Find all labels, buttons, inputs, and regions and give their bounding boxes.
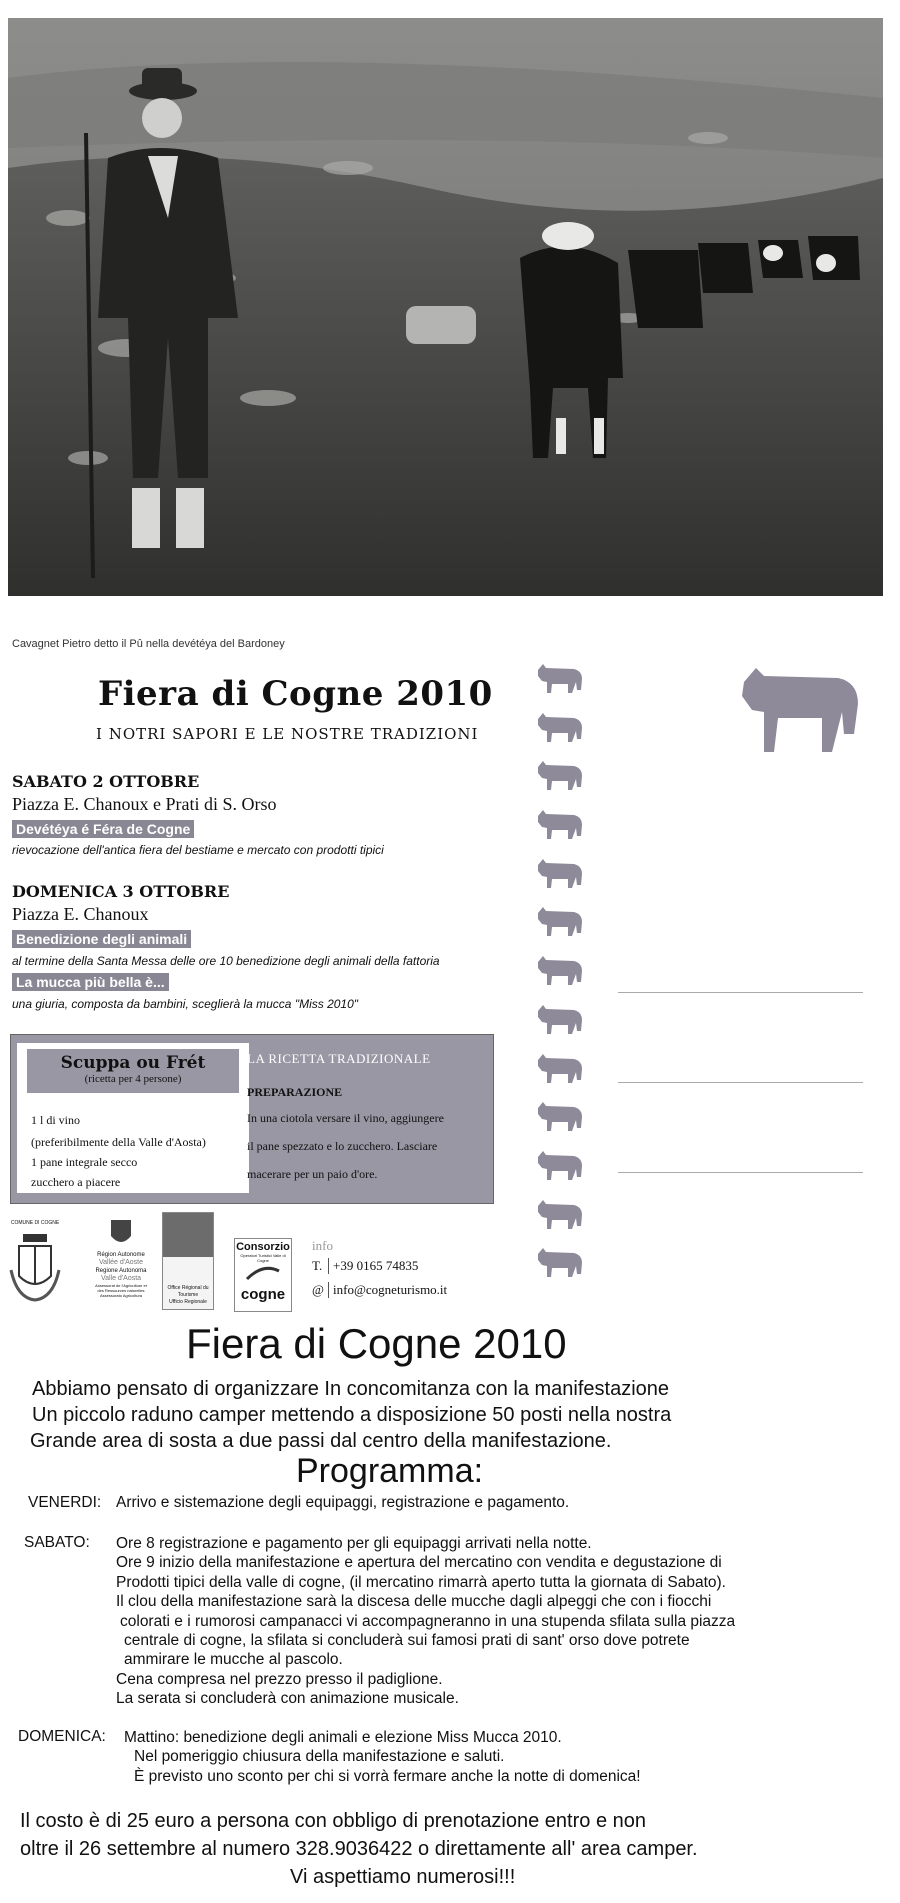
saturday-day: SABATO 2 OTTOBRE [12, 772, 200, 791]
coat-of-arms-icon [7, 1226, 63, 1308]
saturday-description: rievocazione dell'antica fiera del bestiame e mercato con prodotti tipici [12, 843, 384, 857]
prep-heading: PREPARAZIONE [247, 1085, 343, 1099]
cow-icon [536, 1196, 588, 1245]
saturday-place: Piazza E. Chanoux e Prati di S. Orso [12, 794, 277, 814]
cow-icon [536, 709, 588, 758]
venerdi-text: Arrivo e sistemazione degli equipaggi, registrazione e pagamento. [116, 1494, 570, 1511]
domenica-lines [124, 1728, 641, 1786]
flyer-title: Fiera di Cogne 2010 [186, 1320, 567, 1367]
cost-line: oltre il 26 settembre al numero 328.9036422 o direttamente all' area camper. [20, 1838, 698, 1860]
cost-line: Il costo è di 25 euro a persona con obbligo di prenotazione entro e non [20, 1810, 646, 1832]
recipe-servings: (ricetta per 4 persone) [84, 1073, 182, 1085]
ingredient-item: (preferibilmente della Valle d'Aosta) [31, 1135, 206, 1149]
prep-line: il pane spezzato e lo zucchero. Lasciare [247, 1139, 438, 1153]
sabato-line: Il clou della manifestazione sarà la discesa delle mucche dagli alpeggi che con i fiocchi [116, 1593, 712, 1611]
sabato-line: centrale di cogne, la sfilata si concluderà sui famosi prati di sant' orso dove potrete [124, 1632, 690, 1650]
office-text-2: Ufficio Regionale [169, 1299, 207, 1305]
venerdi-label: VENERDI: [28, 1494, 102, 1511]
sabato-line: La serata si concluderà con animazione musicale. [116, 1690, 459, 1708]
recipe-heading: LA RICETTA TRADIZIONALE [247, 1051, 431, 1066]
prep-line: macerare per un paio d'ore. [247, 1167, 378, 1181]
programma-heading: Programma: [296, 1452, 484, 1490]
email-address: info@cogneturismo.it [328, 1282, 447, 1298]
office-text-1: Office Régional du Tourisme [167, 1285, 209, 1298]
sunday-description1: al termine della Santa Messa delle ore 10 benedizione degli animali della fattoria [12, 954, 440, 968]
sabato-line: Cena compresa nel prezzo presso il padiglione. [116, 1670, 443, 1688]
recipe-header [27, 1049, 239, 1093]
sabato-label: SABATO: [24, 1534, 90, 1551]
mountain-swoosh-icon [243, 1263, 283, 1281]
domenica-label: DOMENICA: [18, 1728, 106, 1745]
cost-line: Vi aspettiamo numerosi!!! [290, 1866, 516, 1888]
domenica-line: Mattino: benedizione degli animali e elezione Miss Mucca 2010. [124, 1729, 562, 1746]
stamp-cow-icon [734, 652, 864, 763]
postcard-title: Fiera di Cogne 2010 [98, 674, 493, 714]
regione-shield-icon [109, 1218, 133, 1248]
office-tourism-logo [162, 1212, 214, 1310]
phone-label: T. [312, 1258, 323, 1273]
cow-icon [536, 855, 588, 904]
intro-line: Grande area di sosta a due passi dal centro della manifestazione. [30, 1430, 612, 1452]
sabato-line: colorati e i rumorosi campanacci vi accompagneranno in una stupenda sfilata sulla piazza [120, 1612, 736, 1630]
ingredient-item: 1 l di vino [31, 1113, 81, 1127]
saturday-event-badge: Devétéya é Féra de Cogne [12, 820, 194, 838]
cow-icon [536, 952, 588, 1001]
cogne-logo-text: cogne [240, 1286, 286, 1303]
assessorato-text: Assessorato Agricoltura [99, 1293, 143, 1298]
cow-icon-strip [536, 660, 588, 1293]
address-line [618, 1082, 863, 1083]
cow-icon [536, 1147, 588, 1196]
consorzio-logo [234, 1238, 292, 1312]
sabato-line: ammirare le mucche al pascolo. [124, 1651, 343, 1669]
sabato-line: Ore 9 inizio della manifestazione e apertura del mercatino con vendita e degustazione di [116, 1554, 722, 1572]
recipe-ingredients-panel [17, 1043, 249, 1193]
cow-icon [536, 1244, 588, 1293]
consorzio-sub-text: Operatori Turistici Valle di Cogne [240, 1253, 286, 1263]
cow-icon [536, 1001, 588, 1050]
cow-icon [536, 660, 588, 709]
cow-icon [536, 903, 588, 952]
email-label: @ [312, 1282, 324, 1297]
regione-text-3: Regione Autonoma [95, 1268, 147, 1274]
photo-caption: Cavagnet Pietro detto il Pû nella devétéya del Bardoney [12, 638, 285, 650]
address-line [618, 992, 863, 993]
regione-logo [92, 1218, 150, 1314]
regione-text-1: Région Autonome [97, 1252, 145, 1258]
ingredient-item: zucchero a piacere [31, 1175, 121, 1189]
intro-line: Abbiamo pensato di organizzare In concomitanza con la manifestazione [32, 1378, 670, 1400]
office-logo-graphic [163, 1213, 213, 1257]
cow-icon [536, 806, 588, 855]
vintage-photo [8, 18, 883, 596]
consorzio-text: Consorzio [236, 1241, 290, 1253]
sunday-place: Piazza E. Chanoux [12, 904, 149, 924]
recipe-name: Scuppa ou Frét [60, 1053, 206, 1073]
assessorat-text: Assessorat de l'Agriculture et des Ressources naturelles [95, 1283, 147, 1293]
domenica-line: Nel pomeriggio chiusura della manifestazione e saluti. [134, 1748, 505, 1766]
recipe-box [10, 1034, 494, 1204]
comune-logo-text: COMUNE DI COGNE [10, 1220, 60, 1226]
cow-icon [536, 757, 588, 806]
sabato-line: Ore 8 registrazione e pagamento per gli equipaggi arrivati nella notte. [116, 1535, 592, 1552]
phone-number: +39 0165 74835 [328, 1258, 418, 1274]
sabato-lines [116, 1534, 735, 1709]
ingredient-item: 1 pane integrale secco [31, 1155, 138, 1169]
info-label: info [312, 1238, 333, 1253]
sunday-day: DOMENICA 3 OTTOBRE [12, 882, 230, 901]
sabato-line: Prodotti tipici della valle di cogne, (il mercatino rimarrà aperto tutta la giornata di Sabato). [116, 1573, 726, 1591]
sunday-description2: una giuria, composta da bambini, sceglierà la mucca "Miss 2010" [12, 997, 359, 1011]
regione-text-2: Vallée d'Aoste [98, 1259, 143, 1266]
address-line [618, 1172, 863, 1173]
postcard-subtitle: I NOTRI SAPORI E LE NOSTRE TRADIZIONI [96, 725, 479, 743]
domenica-line: È previsto uno sconto per chi si vorrà fermare anche la notte di domenica! [134, 1767, 641, 1785]
sunday-event2-badge: La mucca più bella è... [12, 973, 169, 991]
intro-line: Un piccolo raduno camper mettendo a disposizione 50 posti nella nostra [32, 1404, 672, 1426]
cow-icon [536, 1098, 588, 1147]
sunday-event1-badge: Benedizione degli animali [12, 930, 191, 948]
comune-logo [6, 1220, 64, 1316]
regione-text-4: Valle d'Aosta [100, 1275, 142, 1282]
prep-line: In una ciotola versare il vino, aggiungere [247, 1111, 444, 1125]
cow-icon [536, 1050, 588, 1099]
